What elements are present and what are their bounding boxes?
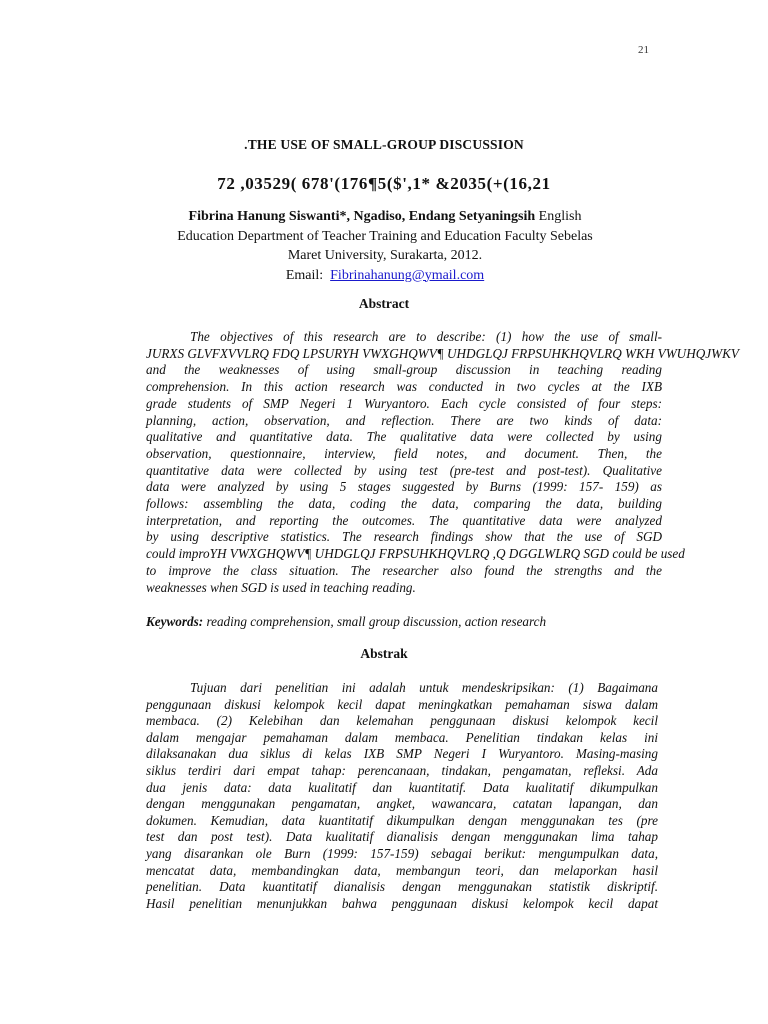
abstract-line: data were analyzed by using 5 stages suggested by Burns (1999: 157- 159) as <box>146 479 662 495</box>
abstrak-line: dalam mengajar pemahaman dalam membaca. Penelitian tindakan kelas ini <box>146 729 658 745</box>
abstrak-line: dokumen. Kemudian, data kuantitatif dikumpulkan dengan menggunakan tes (pre <box>146 812 658 828</box>
email-label: Email: <box>285 267 324 283</box>
abstrak-line: yang disarankan ole Burn (1999: 157-159) sebagai berikut: mengumpulkan data, <box>146 845 658 861</box>
abstract-line: could improYH VWXGHQWV¶ UHDGLQJ FRPSUHKHQVLRQ ,Q DGGLWLRQ SGD could be used <box>146 546 685 562</box>
abstract-line: quantitative data were collected by using test (pre-test and post-test). Qualitative <box>146 462 662 478</box>
abstrak-line: Hasil penelitian menunjukkan bahwa penggunaan diskusi kelompok kecil dapat <box>146 895 658 911</box>
abstrak-line: siklus terdiri dari empat tahap: perencanaan, tindakan, pengamatan, refleksi. Ada <box>146 762 658 778</box>
abstrak-line: dua jenis data: data kualitatif dan kuantitatif. Data kualitatif dikumpulkan <box>146 779 658 795</box>
abstract-line: grade students of SMP Negeri 1 Wuryantoro. Each cycle consisted of four steps: <box>146 395 662 411</box>
author-line-1 <box>150 207 620 227</box>
abstract-line: observation, questionnaire, interview, field notes, and document. Then, the <box>146 445 662 461</box>
abstract-line: by using descriptive statistics. The research findings show that the use of SGD <box>146 529 662 545</box>
page-number: 21 <box>638 44 649 56</box>
abstract-line: interpretation, and reporting the outcomes. The quantitative data were analyzed <box>146 512 662 528</box>
abstract-line: follows: assembling the data, coding the data, comparing the data, building <box>146 496 662 512</box>
author-block <box>150 207 620 285</box>
email-line <box>150 266 620 286</box>
paper-subtitle-garbled: 72 ,03529( 678'(176¶5($',1* &2035(+(16,21 <box>217 174 551 193</box>
abstrak-line: penggunaan diskusi kelompok kecil dapat meningkatkan pemahaman siswa dalam <box>146 696 658 712</box>
affiliation-start: English <box>535 209 582 224</box>
abstrak-line: dengan menggunakan pengamatan, angket, wawancara, catatan lapangan, dan <box>146 796 658 812</box>
abstrak-heading: Abstrak <box>360 646 408 661</box>
keywords-text: reading comprehension, small group discussion, action research <box>203 614 547 629</box>
abstrak-line: penelitian. Data kuantitatif dianalisis dengan menggunakan statistik diskriptif. <box>146 879 658 895</box>
paper-title: .THE USE OF SMALL-GROUP DISCUSSION <box>244 137 524 152</box>
abstract-line: comprehension. In this action research was conducted in two cycles at the IXB <box>146 379 662 395</box>
abstract-line: The objectives of this research are to describe: (1) how the use of small- <box>190 329 662 344</box>
abstract-line: weaknesses when SGD is used in teaching reading. <box>146 579 416 595</box>
abstrak-line: Tujuan dari penelitian ini adalah untuk mendeskripsikan: (1) Bagaimana <box>190 680 658 695</box>
abstrak-line: membaca. (2) Kelebihan dan kelemahan penggunaan diskusi kelompok kecil <box>146 713 658 729</box>
abstrak-line: dilaksanakan dua siklus di kelas IXB SMP Negeri I Wuryantoro. Masing-masing <box>146 746 658 762</box>
author-names: Fibrina Hanung Siswanti*, Ngadiso, Endang Setyaningsih <box>188 209 536 224</box>
abstrak-line: mencatat data, membandingkan data, membangun teori, dan melaporkan hasil <box>146 862 658 878</box>
abstract-line: JURXS GLVFXVVLRQ FDQ LPSURYH VWXGHQWV¶ UHDGLQJ FRPSUHKHQVLRQ WKH VWUHQJWKV <box>146 345 739 361</box>
abstrak-line: test dan post test). Data kualitatif dianalisis dengan menggunakan lima tahap <box>146 829 658 845</box>
abstract-heading: Abstract <box>358 296 410 311</box>
abstract-line: planning, action, observation, and reflection. There are two kinds of data: <box>146 412 662 428</box>
affiliation-line-2: Education Department of Teacher Training and Education Faculty Sebelas <box>177 228 593 244</box>
affiliation-line-3: Maret University, Surakarta, 2012. <box>287 248 483 263</box>
abstract-line: to improve the class situation. The researcher also found the strengths and the <box>146 562 662 578</box>
keywords-label: Keywords: <box>146 614 204 629</box>
keywords-line <box>146 614 662 630</box>
abstract-line: qualitative and quantitative data. The qualitative data were collected by using <box>146 429 662 445</box>
email-link[interactable]: Fibrinahanung@ymail.com <box>330 267 485 283</box>
abstract-line: and the weaknesses of using small-group discussion in teaching reading <box>146 362 662 378</box>
abstract-body <box>146 329 739 596</box>
abstrak-body <box>146 680 658 912</box>
